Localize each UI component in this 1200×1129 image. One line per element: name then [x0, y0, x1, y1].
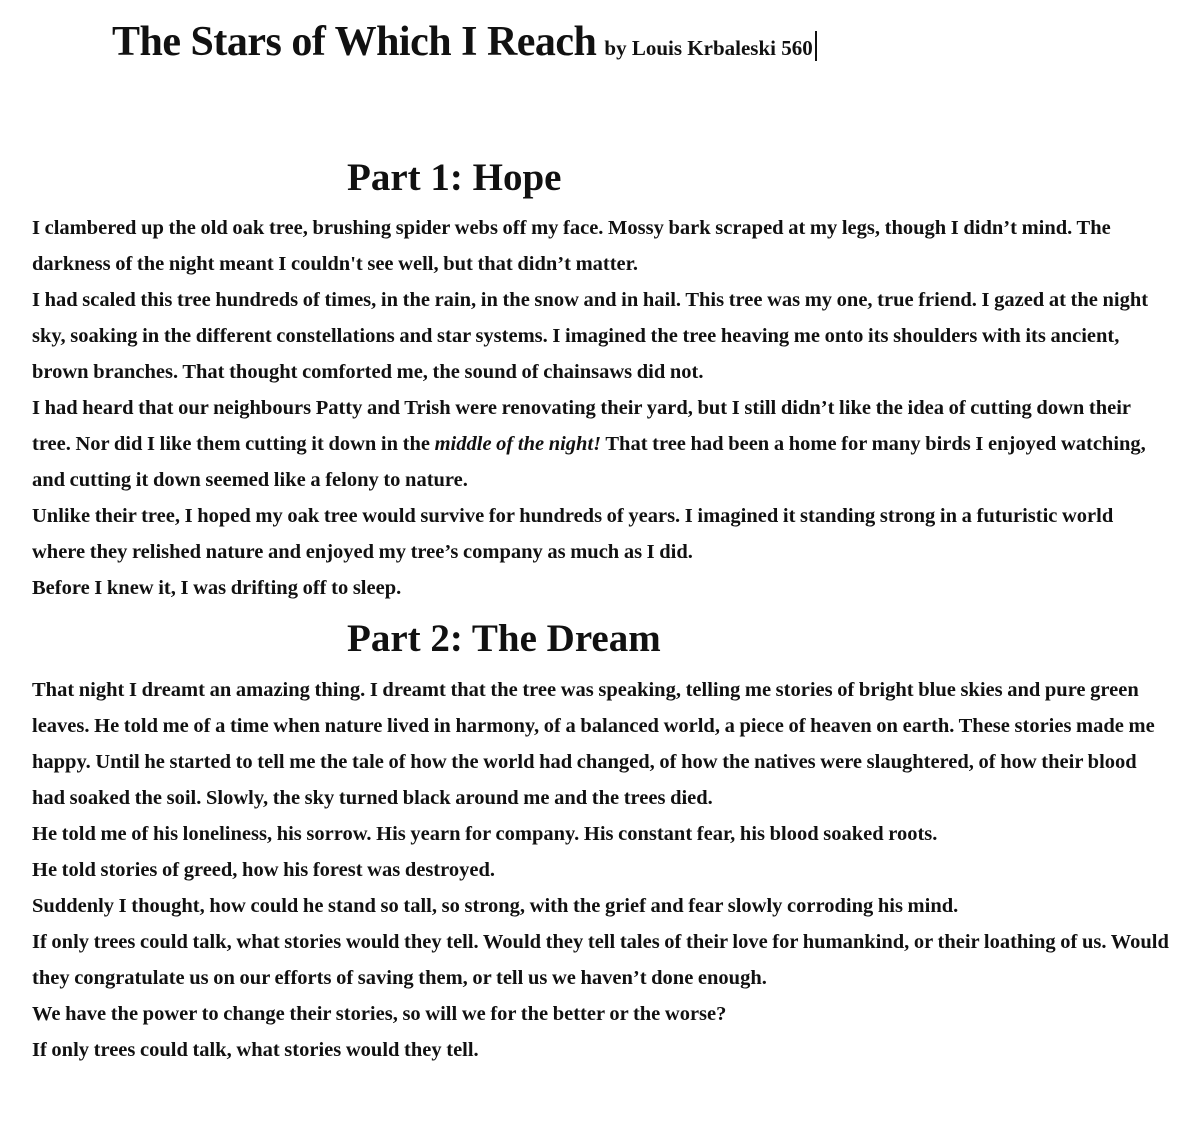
part1-paragraph-4[interactable]: Unlike their tree, I hoped my oak tree would survive for hundreds of years. I imagined it standing strong in a futuristic world where they relished nature and enjoyed my tree’s company as much as I did.: [32, 505, 1114, 563]
title-line[interactable]: [112, 18, 817, 66]
part2-heading[interactable]: Part 2: The Dream: [347, 617, 661, 660]
part1-paragraph-5[interactable]: Before I knew it, I was drifting off to sleep.: [32, 577, 402, 599]
part2-paragraph-1[interactable]: That night I dreamt an amazing thing. I dreamt that the tree was speaking, telling me stories of bright blue skies and pure green leaves. He told me of a time when nature lived in harmony, of a balanced world, a piece of heaven on earth. These stories made me happy. Until he started to tell me the tale of how the world had changed, of how the natives were slaughtered, of how their blood had soaked the soil. Slowly, the sky turned black around me and the trees died.: [32, 679, 1155, 809]
part2-paragraph-3[interactable]: He told stories of greed, how his forest was destroyed.: [32, 859, 495, 881]
document-byline[interactable]: by Louis Krbaleski 560: [604, 36, 813, 60]
part2-paragraph-5[interactable]: If only trees could talk, what stories would they tell. Would they tell tales of their love for humankind, or their loathing of us. Would they congratulate us on our efforts of saving them, or tell us we haven’t done enough.: [32, 931, 1169, 989]
text-cursor: [815, 31, 817, 61]
paragraph-text: I had heard that our neighbours Patty and Trish were renovating their yard, but I still didn’t like the idea of cutting down their tree. Nor did I like them cutting it down in the: [32, 397, 1131, 455]
part2-paragraph-7[interactable]: If only trees could talk, what stories would they tell.: [32, 1039, 479, 1061]
paragraph-text: That tree had been a home for many birds I enjoyed watching, and cutting it down seemed like a felony to nature.: [32, 433, 1146, 491]
part1-paragraph-2[interactable]: I had scaled this tree hundreds of times, in the rain, in the snow and in hail. This tree was my one, true friend. I gazed at the night sky, soaking in the different constellations and star systems. I imagined the tree heaving me onto its shoulders with its ancient, brown branches. That thought comforted me, the sound of chainsaws did not.: [32, 289, 1149, 383]
part1-paragraph-3[interactable]: [32, 390, 1170, 498]
part2-paragraph-2[interactable]: He told me of his loneliness, his sorrow. His yearn for company. His constant fear, his blood soaked roots.: [32, 823, 938, 845]
document-title[interactable]: The Stars of Which I Reach: [112, 19, 597, 65]
part1-paragraph-1[interactable]: I clambered up the old oak tree, brushing spider webs off my face. Mossy bark scraped at my legs, though I didn’t mind. The darkness of the night meant I couldn't see well, but that didn’t matter.: [32, 217, 1111, 275]
part1-heading[interactable]: Part 1: Hope: [347, 156, 562, 199]
emphasized-text: middle of the night!: [434, 433, 602, 455]
part1-body[interactable]: [32, 210, 1170, 606]
part2-paragraph-4[interactable]: Suddenly I thought, how could he stand so tall, so strong, with the grief and fear slowly corroding his mind.: [32, 895, 959, 917]
part2-paragraph-6[interactable]: We have the power to change their stories, so will we for the better or the worse?: [32, 1003, 727, 1025]
part2-body[interactable]: [32, 672, 1170, 1068]
